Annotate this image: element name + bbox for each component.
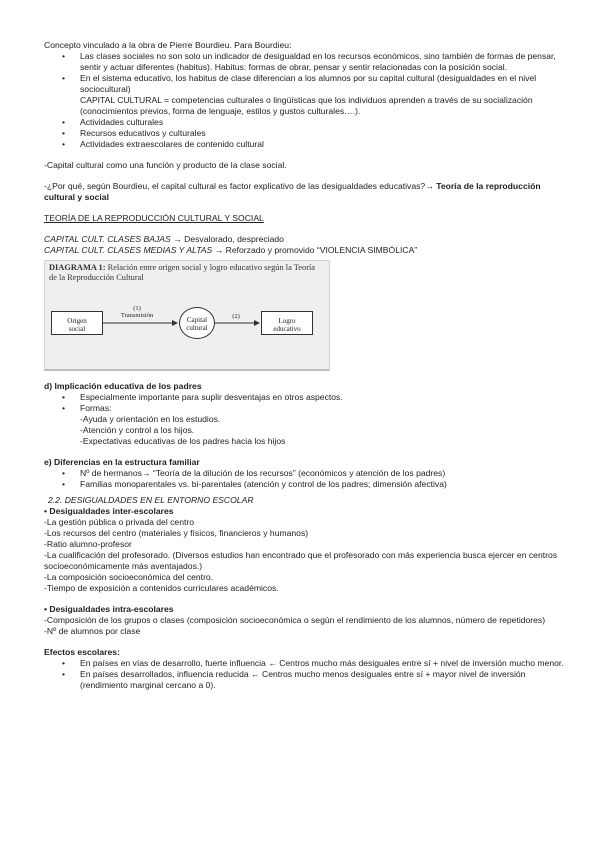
- list-item: -Nº de alumnos por clase: [44, 626, 141, 636]
- list-item: -Composición de los grupos o clases (composición socioeconómica o según el rendimiento de los alumnos, número de repetidores): [44, 615, 546, 625]
- list-item: • En el sistema educativo, los habitus de clase diferencian a los alumnos por su capital cultural (desigualdades en el nivel sociocultural): [44, 73, 564, 95]
- diagram-title: DIAGRAMA 1: Relación entre origen social y logro educativo según la Teoría de la Reproducción Cultural: [49, 263, 316, 282]
- list-item: • En países desarrollados, influencia reducida ← Centros mucho menos desiguales entre sí + mayor nivel de inversión (rendimiento marginal cercano a 0).: [44, 669, 564, 691]
- form-item: -Atención y control a los hijos.: [80, 425, 195, 435]
- capital-definition-text: = competencias culturales o lingüísticas que los individuos aprenden a través de su socialización (conocimientos previos, forma de lenguaje, estilos y gustos culturales….).: [80, 95, 533, 116]
- class-line: CAPITAL CULT. CLASES MEDIAS Y ALTAS → Reforzado y promovido “VIOLENCIA SIMBÓLICA”: [44, 245, 418, 255]
- class-line: CAPITAL CULT. CLASES BAJAS → Desvalorado, despreciado: [44, 234, 284, 244]
- origin-social-box: Origen social: [51, 311, 103, 335]
- list-item: • Formas:: [44, 403, 564, 414]
- parents-heading: d) Implicación educativa de los padres: [44, 381, 202, 391]
- theory-heading: TEORÍA DE LA REPRODUCCIÓN CULTURAL Y SOCIAL: [44, 213, 264, 223]
- list-item: • Familias monoparentales vs. bi-parentales (atención y control de los padres; dimensión afectiva): [44, 479, 564, 490]
- list-item: • Nº de hermanos→ “Teoría de la dilución de los recursos” (económicos y atención de los padres): [44, 468, 564, 479]
- capital-function-text: -Capital cultural como una función y producto de la clase social.: [44, 160, 287, 170]
- inter-heading: • Desigualdades inter-escolares: [44, 506, 174, 516]
- list-item: • Las clases sociales no son solo un indicador de desigualdad en los recursos económicos, sino también de formas de pensar, sentir y actuar diferentes (habitus). Habitus: formas de obrar, pensar y sentir relacionadas con la posición social.: [44, 51, 564, 73]
- list-item: -Ratio alumno-profesor: [44, 539, 132, 549]
- list-item: -Los recursos del centro (materiales y físicos, financieros y humanos): [44, 528, 309, 538]
- list-item: -Tiempo de exposición a contenidos curriculares académicos.: [44, 583, 279, 593]
- list-item: -La composición socioeconómica del centro.: [44, 572, 214, 582]
- educational-achievement-box: Logro educativo: [261, 311, 313, 335]
- list-item: -La cualificación del profesorado. (Diversos estudios han encontrado que el profesorado con más experiencia busca ejercer en centros socioeconómicamente más aventajados.): [44, 550, 558, 571]
- list-item: -La gestión pública o privada del centro: [44, 517, 195, 527]
- reproduction-diagram: [44, 260, 330, 371]
- cultural-capital-circle: Capital cultural: [179, 307, 215, 339]
- list-item: • Actividades culturales: [44, 117, 564, 128]
- family-heading: e) Diferencias en la estructura familiar: [44, 457, 200, 467]
- capital-definition: [44, 95, 564, 117]
- answer-text: Teoría de la reproducción cultural y social: [44, 181, 541, 202]
- effects-heading: Efectos escolares:: [44, 647, 120, 657]
- list-item: • Recursos educativos y culturales: [44, 128, 564, 139]
- capital-definition-label: CAPITAL CULTURAL: [80, 95, 162, 105]
- question-text: -¿Por qué, según Bourdieu, el capital cultural es factor explicativo de las desigualdades educativas?→ Teoría de la reproducción cultural y social: [44, 181, 541, 202]
- transmission-label: (1) Transmisión: [120, 305, 154, 319]
- intro-text: Concepto vinculado a la obra de Pierre Bourdieu. Para Bourdieu:: [44, 40, 292, 50]
- section-heading: 2.2. DESIGUALDADES EN EL ENTORNO ESCOLAR: [48, 495, 254, 505]
- achievement-label: (2): [232, 313, 240, 320]
- list-item: • Especialmente importante para suplir desventajas en otros aspectos.: [44, 392, 564, 403]
- form-item: -Expectativas educativas de los padres hacia los hijos: [80, 436, 286, 446]
- document-page: [44, 40, 564, 691]
- list-item: • En países en vías de desarrollo, fuerte influencia ← Centros mucho más desiguales entre sí + nivel de inversión mucho menor.: [44, 658, 564, 669]
- form-item: -Ayuda y orientación en los estudios.: [80, 414, 221, 424]
- list-item: • Actividades extraescolares de contenido cultural: [44, 139, 564, 150]
- intra-heading: • Desigualdades intra-escolares: [44, 604, 174, 614]
